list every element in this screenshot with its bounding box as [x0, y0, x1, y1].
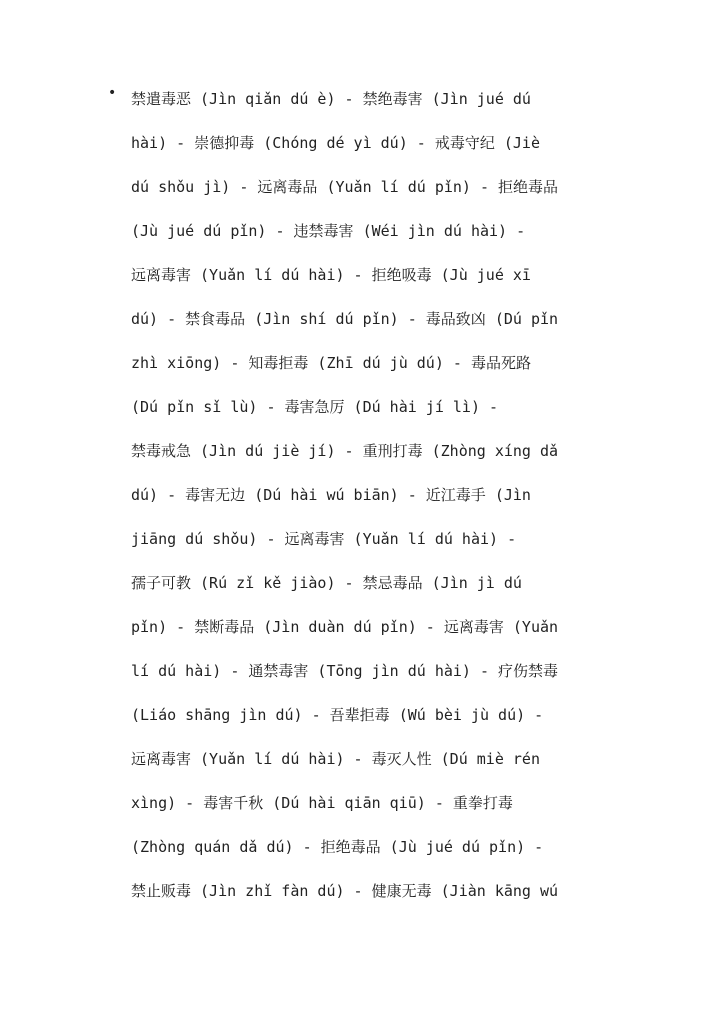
text-line: (Zhòng quán dǎ dú) - 拒绝毒品 (Jù jué dú pǐn) -: [131, 838, 544, 856]
text-line: 禁毒戒急 (Jìn dú jiè jí) - 重刑打毒 (Zhòng xíng dǎ: [131, 442, 559, 460]
text-line: dú) - 毒害无边 (Dú hài wú biān) - 近江毒手 (Jìn: [131, 486, 531, 504]
text-line: 远离毒害 (Yuǎn lí dú hài) - 拒绝吸毒 (Jù jué xī: [131, 266, 531, 284]
text-line: dú) - 禁食毒品 (Jìn shí dú pǐn) - 毒品致凶 (Dú pǐn: [131, 310, 559, 328]
text-line: (Jù jué dú pǐn) - 违禁毒害 (Wéi jìn dú hài) -: [131, 222, 526, 240]
text-line: 远离毒害 (Yuǎn lí dú hài) - 毒灭人性 (Dú miè rén: [131, 750, 540, 768]
text-line: 孺子可教 (Rú zǐ kě jiào) - 禁忌毒品 (Jìn jì dú: [131, 574, 522, 592]
text-line: (Liáo shāng jìn dú) - 吾辈拒毒 (Wú bèi jù dú) -: [131, 706, 544, 724]
text-line: 禁遣毒恶 (Jìn qiǎn dú è) - 禁绝毒害 (Jìn jué dú: [131, 90, 531, 108]
text-line: 禁止贩毒 (Jìn zhǐ fàn dú) - 健康无毒 (Jiàn kāng wú: [131, 882, 559, 900]
text-line: hài) - 崇德抑毒 (Chóng dé yì dú) - 戒毒守纪 (Jiè: [131, 134, 540, 152]
text-line: zhì xiōng) - 知毒拒毒 (Zhī dú jù dú) - 毒品死路: [131, 354, 531, 372]
text-line: pǐn) - 禁断毒品 (Jìn duàn dú pǐn) - 远离毒害 (Yuǎn: [131, 618, 559, 636]
text-line: lí dú hài) - 通禁毒害 (Tōng jìn dú hài) - 疗伤禁毒: [131, 662, 559, 680]
text-line: (Dú pǐn sǐ lù) - 毒害急厉 (Dú hài jí lì) -: [131, 398, 499, 416]
text-line: dú shǒu jì) - 远离毒品 (Yuǎn lí dú pǐn) - 拒绝毒品: [131, 178, 559, 196]
text-line: jiāng dú shǒu) - 远离毒害 (Yuǎn lí dú hài) -: [131, 530, 517, 548]
list-bullet: •: [108, 85, 117, 101]
text-line: xìng) - 毒害千秋 (Dú hài qiān qiū) - 重拳打毒: [131, 794, 513, 812]
